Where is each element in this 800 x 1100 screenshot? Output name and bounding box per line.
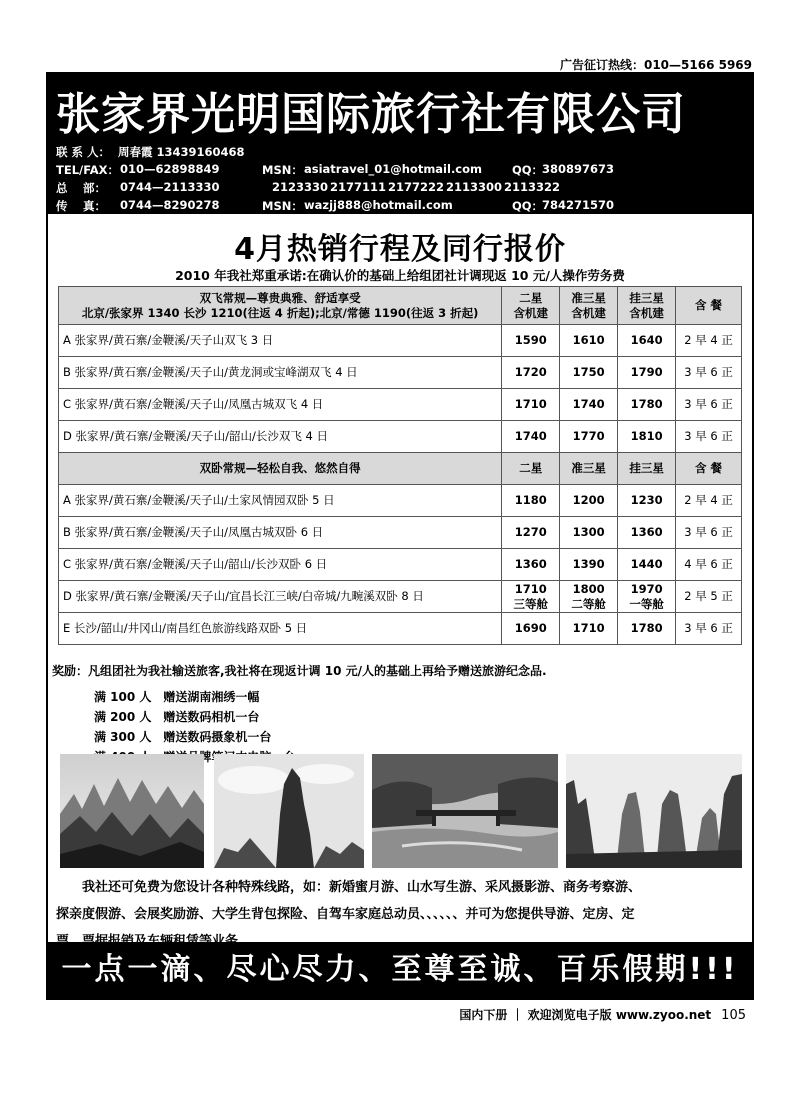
meals: 3 早 6 正 [676,389,742,421]
contact-label: 联 系 人： [56,145,111,159]
hq-extra-number: 2113300 [446,180,503,194]
price-table [58,286,742,645]
meals: 3 早 6 正 [676,421,742,453]
table-row [59,517,742,549]
meals: 3 早 6 正 [676,517,742,549]
price-two-star: 1270 [502,517,560,549]
table-row [59,485,742,517]
route-name: B 张家界/黄石寨/金鞭溪/天子山/凤凰古城双卧 6 日 [59,517,502,549]
qq-number: 380897673 [542,162,615,176]
route-name: A 张家界/黄石寨/金鞭溪/天子山/土家风情园双卧 5 日 [59,485,502,517]
hq-label: 总 部： [56,181,107,195]
price-three-star: 1230 [618,485,676,517]
table-row [59,421,742,453]
price-three-star: 1780 [618,613,676,645]
section-heading: 双卧常规—轻松自我、悠然自得 [59,453,502,485]
msn-address[interactable]: wazjj888@hotmail.com [304,198,453,212]
column-header-three-star: 挂三星 [618,453,676,485]
hq-extra-number: 2113322 [504,180,561,194]
table-row [59,357,742,389]
advertisement-frame [46,72,754,1000]
price-near-three-star: 1390 [560,549,618,581]
company-header [48,74,752,214]
route-name: D 张家界/黄石寨/金鞭溪/天子山/宜昌长江三峡/白帝城/九畹溪双卧 8 日 [59,581,502,613]
msn-address[interactable]: asiatravel_01@hotmail.com [304,162,483,176]
price-two-star: 1710 [502,389,560,421]
price-near-three-star: 1770 [560,421,618,453]
price-three-star: 1780 [618,389,676,421]
services-line: 我社还可免费为您设计各种特殊线路，如：新婚蜜月游、山水写生游、采风摄影游、商务考察游、 [82,880,642,895]
qq-number: 784271570 [542,198,615,212]
section-header-row [59,453,742,485]
services-line: 探亲度假游、会展奖励游、大学生背包探险、自驾车家庭总动员、、、、、、并可为您提供导游、定房、定 [56,907,635,922]
price-near-three-star: 1710 [560,613,618,645]
column-header-meals: 含 餐 [676,287,742,325]
route-name: E 长沙/韶山/井冈山/南昌红色旅游线路双卧 5 日 [59,613,502,645]
route-name: B 张家界/黄石寨/金鞭溪/天子山/黄龙洞或宝峰湖双飞 4 日 [59,357,502,389]
reward-item: 满 300 人 赠送数码摄象机一台 [94,730,272,744]
page-title: 4月热销行程及同行报价 [234,232,566,267]
hq-extra-number: 2123330 [272,180,329,194]
scenery-photo-pillars [566,754,742,868]
scenery-photo-stream [372,754,558,868]
promise-text: 2010 年我社郑重承诺:在确认价的基础上给组团社计调现返 10 元/人操作劳务费 [175,268,625,283]
price-three-star: 1970 一等舱 [618,581,676,613]
column-header-three-star: 挂三星 含机建 [618,287,676,325]
column-header-near-three-star: 准三星 [560,453,618,485]
company-name: 张家界光明国际旅行社有限公司 [56,89,686,140]
route-name: A 张家界/黄石寨/金鞭溪/天子山双飞 3 日 [59,325,502,357]
scenery-photo-peak [214,754,364,868]
telfax-number: 010—62898849 [120,162,220,176]
table-row [59,549,742,581]
route-name: C 张家界/黄石寨/金鞭溪/天子山/韶山/长沙双卧 6 日 [59,549,502,581]
msn-label: MSN： [262,163,303,177]
section-heading: 双飞常规—尊贵典雅、舒适享受 北京/张家界 1340 长沙 1210(往返 4 折起);北京/常德 1190(往返 3 折起) [59,287,502,325]
reward-item: 满 200 人 赠送数码相机一台 [94,710,260,724]
route-name: D 张家界/黄石寨/金鞭溪/天子山/韶山/长沙双飞 4 日 [59,421,502,453]
price-near-three-star: 1300 [560,517,618,549]
table-row [59,613,742,645]
price-two-star: 1720 [502,357,560,389]
meals: 2 早 4 正 [676,485,742,517]
price-three-star: 1810 [618,421,676,453]
column-header-two-star: 二星 [502,453,560,485]
msn-label: MSN： [262,199,303,213]
fax-label: 传 真： [56,199,107,213]
column-header-two-star: 二星 含机建 [502,287,560,325]
hq-extra-number: 2177111 [330,180,387,194]
scenery-photo-mountains [60,754,204,868]
table-row [59,389,742,421]
price-two-star: 1180 [502,485,560,517]
route-name: C 张家界/黄石寨/金鞭溪/天子山/凤凰古城双飞 4 日 [59,389,502,421]
qq-label: QQ： [512,163,544,177]
reward-item: 满 100 人 赠送湖南湘绣一幅 [94,690,260,704]
price-three-star: 1360 [618,517,676,549]
price-two-star: 1690 [502,613,560,645]
price-two-star: 1740 [502,421,560,453]
meals: 2 早 5 正 [676,581,742,613]
meals: 2 早 4 正 [676,325,742,357]
price-three-star: 1440 [618,549,676,581]
reward-lead: 奖励：凡组团社为我社输送旅客,我社将在现返计调 10 元/人的基础上再给予赠送旅游纪念品. [52,664,547,678]
price-near-three-star: 1200 [560,485,618,517]
contact-name: 周春霞 13439160468 [118,145,245,159]
price-near-three-star: 1610 [560,325,618,357]
fax-number: 0744—8290278 [120,198,220,212]
section-header-row [59,287,742,325]
meals: 3 早 6 正 [676,613,742,645]
table-row [59,581,742,613]
price-near-three-star: 1800 二等舱 [560,581,618,613]
qq-label: QQ： [512,199,544,213]
column-header-meals: 含 餐 [676,453,742,485]
price-near-three-star: 1740 [560,389,618,421]
page-number: 105 [721,1008,746,1023]
telfax-label: TEL/FAX： [56,163,120,177]
column-header-near-three-star: 准三星 含机建 [560,287,618,325]
price-two-star: 1710 三等舱 [502,581,560,613]
price-two-star: 1360 [502,549,560,581]
price-near-three-star: 1750 [560,357,618,389]
footer-text: 国内下册 ｜ 欢迎浏览电子版 www.zyoo.net [459,1008,712,1022]
hq-number: 0744—2113330 [120,180,220,194]
hq-extra-number: 2177222 [388,180,445,194]
price-two-star: 1590 [502,325,560,357]
price-three-star: 1790 [618,357,676,389]
price-three-star: 1640 [618,325,676,357]
slogan-banner: 一点一滴、尽心尽力、至尊至诚、百乐假期!!! [48,942,752,998]
meals: 3 早 6 正 [676,357,742,389]
page-footer [459,1006,746,1023]
meals: 4 早 6 正 [676,549,742,581]
ad-hotline: 广告征订热线：010—5166 5969 [559,58,752,72]
table-row [59,325,742,357]
